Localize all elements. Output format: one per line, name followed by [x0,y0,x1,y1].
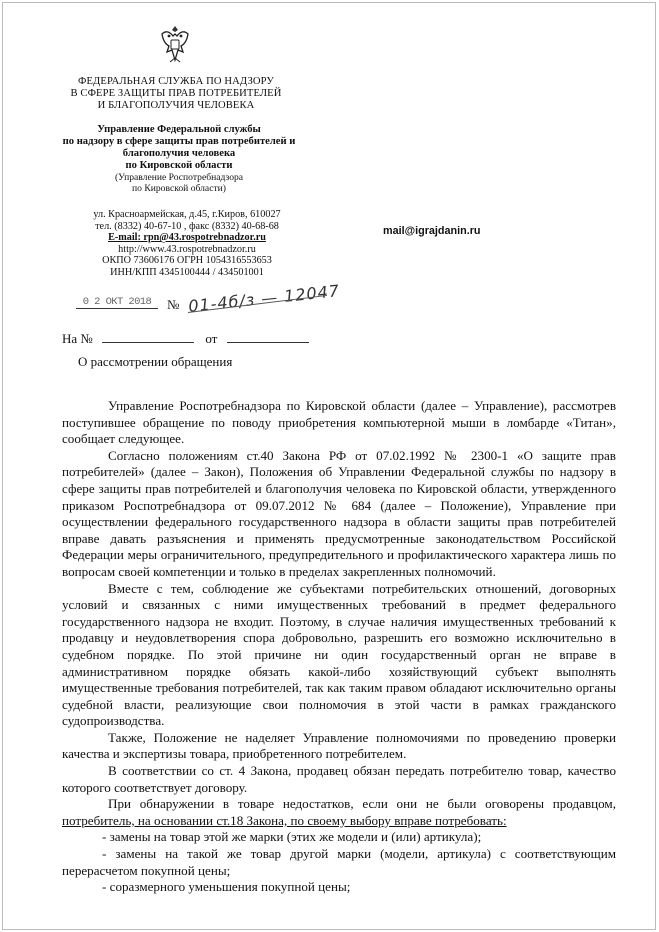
phone: тел. (8332) 40-67-10 , факс (8332) 40-68-68 [95,220,279,232]
handwritten-number: 01-4б/з — 12047 [187,281,341,316]
recipient-email: mail@igrajdanin.ru [383,225,481,237]
inn-kpp: ИНН/КПП 4345100444 / 434501001 [110,266,264,278]
okpo-ogrn: ОКПО 73606176 ОГРН 1054316553653 [102,255,272,267]
agency-name: ФЕДЕРАЛЬНАЯ СЛУЖБА ПО НАДЗОРУ В СФЕРЕ ЗАЩИТЫ ПРАВ ПОТРЕБИТЕЛЕЙ И БЛАГОПОЛУЧИЯ ЧЕЛОВЕКА [70,76,282,111]
ref-prefix: На № [62,331,93,346]
paragraph: Управление Роспотребнадзора по Кировской области (далее – Управление), рассмотрев поступившее обращение по поводу приобретения компьютерной мыши в ломбарде «Титан», сообщает следующее. [62,398,616,447]
reference-line [62,330,309,347]
paragraph: Также, Положение не наделяет Управление полномочиями по проведению проверки качества и экспертизы товара, приобретенного потребителем. [62,729,616,762]
date-stamp: 0 2 ОКТ 2018 [76,296,158,309]
subject-line: О рассмотрении обращения [78,354,233,369]
paragraph: Согласно положениям ст.40 Закона РФ от 07.02.1992 № 2300-1 «О защите прав потребителей» (далее – Закон), Положения об Управлении Федеральной службы по надзору в сфере защиты прав потребителей и благополучия человека по Кировской области, утвержденного приказом Роспотребнадзора от 09.07.2012 № 684 (далее – Положение), Управление при осуществлении федерального государственного надзора в области защиты прав потребителей вправе давать разъяснения и применять предусмотренные законодательством Российской Федерации меры ограничительного, предупредительного и профилактического характера лишь по вопросам своей компетенции и только в пределах закрепленных полномочий. [62,447,616,579]
list-item: - замены на такой же товар другой марки (модели, артикула) с соответствующим перерасчетом покупной цены; [62,846,616,878]
ref-number-blank [102,330,194,343]
paragraph: При обнаружении в товаре недостатков, если они не были оговорены продавцом, потребитель, на основании ст.18 Закона, по своему выбору вправе потребовать: [62,796,616,828]
number-label: № [167,297,180,312]
coat-of-arms-icon [158,24,192,66]
ref-from-label: от [205,331,218,346]
list-item: - соразмерного уменьшения покупной цены; [102,879,351,895]
email-link[interactable]: E-mail: rpn@43.rospotrebnadzor.ru [108,232,266,244]
underlined-text: потребитель, на основании ст.18 Закона, по своему выбору вправе потребовать: [62,812,507,828]
paragraph: В соответствии со ст. 4 Закона, продавец обязан передать потребителю товар, качество которого соответствует договору. [62,763,616,795]
ref-date-blank [227,330,309,343]
paragraph: Вместе с тем, соблюдение же субъектами потребительских отношений, договорных условий и связанных с ними имущественных требований в предмет федерального государственного надзора не входит. Поэтому, в случае наличия имущественных требований к продавцу и неудовлетворения спора добровольно, разрешить его возможно исключительно в судебном порядке. По этой причине ни один государственный орган не вправе в административном порядке обязать какой-либо хозяйствующий субъект выполнять имущественные требования потребителей, так как таким правом обладают исключительно органы судебной власти, реализующие свои полномочия в этой части в рамках гражданского судопроизводства. [62,580,616,729]
list-item: - замены на товар этой же марки (этих же модели и (или) артикула); [102,829,482,845]
address: ул. Красноармейская, д.45, г.Киров, 610027 [93,209,281,220]
department-name: Управление Федеральной службы по надзору в сфере защиты прав потребителей и благополучия человека по Кировской области (Управление Роспотребнадзора по Кировской области) [62,124,296,194]
website-link[interactable]: http://www.43.rospotrebnadzor.ru [118,243,256,255]
contact-block [76,209,298,279]
letter-body [62,398,616,896]
